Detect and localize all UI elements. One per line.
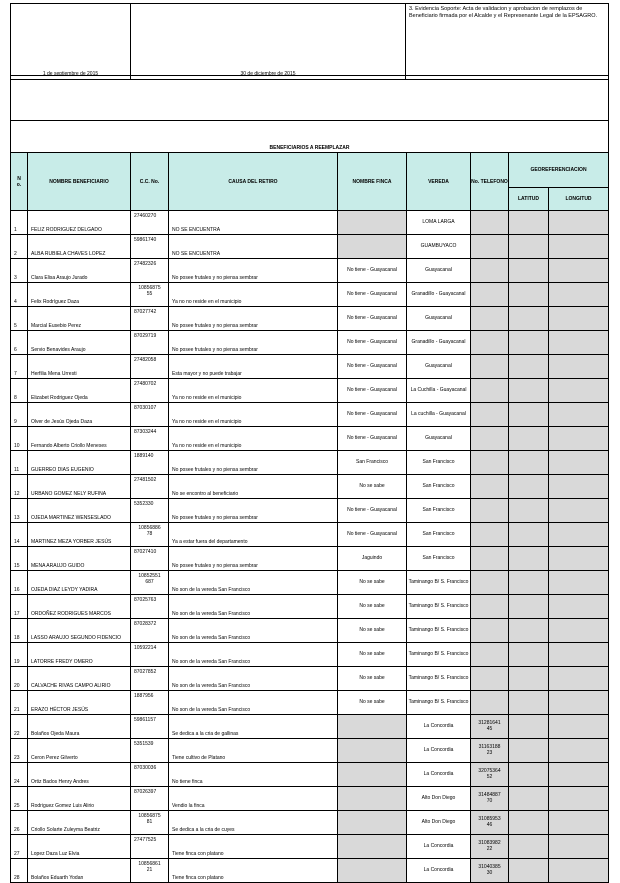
longitude-cell	[549, 283, 609, 307]
cc-number: 1887956	[131, 691, 169, 715]
retire-cause: Ya no no reside en el municipio	[169, 379, 338, 403]
phone-number	[471, 283, 509, 307]
longitude-cell	[549, 307, 609, 331]
latitude-cell	[509, 787, 549, 811]
row-number: 28	[11, 859, 28, 883]
vereda-name: La cuchilla - Guayacanal	[407, 403, 471, 427]
vereda-name: La Concordia	[407, 739, 471, 763]
vereda-name: La Cuchilla - Guayacanal	[407, 379, 471, 403]
blank-area	[10, 75, 609, 121]
phone-number	[471, 619, 509, 643]
phone-number	[471, 475, 509, 499]
beneficiary-name: Elizabet Rodriguez Ojeda	[28, 379, 131, 403]
longitude-cell	[549, 211, 609, 235]
retire-cause: No tiene finca	[169, 763, 338, 787]
finca-name	[338, 859, 407, 883]
section-header	[10, 120, 609, 153]
latitude-cell	[509, 523, 549, 547]
phone-number	[471, 643, 509, 667]
retire-cause: No son de la vereda San Francisco	[169, 619, 338, 643]
row-number: 24	[11, 763, 28, 787]
beneficiary-name: Ceron Perez Gilverto	[28, 739, 131, 763]
row-number: 26	[11, 811, 28, 835]
retire-cause: Se dedica a la cria de gallinas	[169, 715, 338, 739]
retire-cause: No son de la vereda San Francisco	[169, 595, 338, 619]
retire-cause: No posee frutales y no piensa sembrar	[169, 547, 338, 571]
row-number: 7	[11, 355, 28, 379]
table-row	[11, 235, 609, 259]
finca-name: No se sabe	[338, 643, 407, 667]
longitude-cell	[549, 403, 609, 427]
row-number: 6	[11, 331, 28, 355]
row-number: 19	[11, 643, 28, 667]
longitude-cell	[549, 691, 609, 715]
phone-number: 32075364 52	[471, 763, 509, 787]
beneficiary-name: MENA ARAUJO GUIDO	[28, 547, 131, 571]
table-row	[11, 451, 609, 475]
table-row	[11, 643, 609, 667]
vereda-name: San Francisco	[407, 451, 471, 475]
row-number: 10	[11, 427, 28, 451]
vereda-name: Guayacanal	[407, 427, 471, 451]
latitude-cell	[509, 331, 549, 355]
vereda-name: Taminango B/ S. Francisco	[407, 667, 471, 691]
table-row	[11, 595, 609, 619]
latitude-cell	[509, 379, 549, 403]
cc-number: 27481502	[131, 475, 169, 499]
row-number: 5	[11, 307, 28, 331]
phone-number: 31484887 70	[471, 787, 509, 811]
table-row	[11, 211, 609, 235]
phone-number	[471, 379, 509, 403]
retire-cause: Ya a estar fuera del departamento	[169, 523, 338, 547]
beneficiary-name: CALVACHE RIVAS CAMPO ALIRIO	[28, 667, 131, 691]
cc-number: 27480702	[131, 379, 169, 403]
beneficiary-name: Criollo Solarte Zuleyma Beatriz	[28, 811, 131, 835]
row-number: 15	[11, 547, 28, 571]
phone-number	[471, 235, 509, 259]
phone-number	[471, 403, 509, 427]
vereda-name: San Francisco	[407, 547, 471, 571]
table-row	[11, 859, 609, 883]
section-title: BENEFICIARIOS A REEMPLAZAR	[269, 145, 350, 151]
phone-number	[471, 523, 509, 547]
header-geo: GEOREFERENCIACION	[509, 153, 609, 188]
cc-number: 87028372	[131, 619, 169, 643]
longitude-cell	[549, 499, 609, 523]
cc-number: 87027742	[131, 307, 169, 331]
table-row	[11, 691, 609, 715]
beneficiary-name: Bolaños Ojeda Maura	[28, 715, 131, 739]
beneficiary-name: OJEDA DIAZ LEYDY YADIRA	[28, 571, 131, 595]
phone-number	[471, 331, 509, 355]
period-table	[10, 3, 609, 80]
phone-number	[471, 499, 509, 523]
phone-number: 31281641 45	[471, 715, 509, 739]
cc-number: 5351539	[131, 739, 169, 763]
table-row	[11, 835, 609, 859]
vereda-name: Guayacanal	[407, 259, 471, 283]
retire-cause: No son de la vereda San Francisco	[169, 667, 338, 691]
retire-cause: Ya no no reside en el municipio	[169, 427, 338, 451]
table-row	[11, 499, 609, 523]
table-row	[11, 259, 609, 283]
row-number: 2	[11, 235, 28, 259]
longitude-cell	[549, 619, 609, 643]
row-number: 16	[11, 571, 28, 595]
cc-number: 5352330	[131, 499, 169, 523]
longitude-cell	[549, 427, 609, 451]
longitude-cell	[549, 523, 609, 547]
header-vereda: VEREDA	[407, 153, 471, 211]
longitude-cell	[549, 859, 609, 883]
beneficiary-name: LASSO ARAUJO SEGUNDO FIDENCIO	[28, 619, 131, 643]
beneficiaries-table	[10, 152, 609, 883]
row-number: 17	[11, 595, 28, 619]
finca-name	[338, 715, 407, 739]
longitude-cell	[549, 451, 609, 475]
cc-number: 10856875 81	[131, 811, 169, 835]
phone-number: 31085953 46	[471, 811, 509, 835]
phone-number	[471, 667, 509, 691]
finca-name: No se sabe	[338, 595, 407, 619]
cc-number: 10856875 55	[131, 283, 169, 307]
latitude-cell	[509, 859, 549, 883]
retire-cause: NO SE ENCUENTRA	[169, 211, 338, 235]
longitude-cell	[549, 355, 609, 379]
latitude-cell	[509, 643, 549, 667]
row-number: 25	[11, 787, 28, 811]
latitude-cell	[509, 355, 549, 379]
longitude-cell	[549, 787, 609, 811]
retire-cause: No son de la vereda San Francisco	[169, 691, 338, 715]
cc-number: 87029719	[131, 331, 169, 355]
latitude-cell	[509, 283, 549, 307]
table-row	[11, 811, 609, 835]
finca-name: No tiene - Guayacanal	[338, 331, 407, 355]
header-cause: CAUSA DEL RETIRO	[169, 153, 338, 211]
vereda-name: San Francisco	[407, 523, 471, 547]
beneficiary-name: Servio Benavides Araujo	[28, 331, 131, 355]
vereda-name: Alto Don Diego	[407, 787, 471, 811]
row-number: 22	[11, 715, 28, 739]
table-row	[11, 739, 609, 763]
longitude-cell	[549, 763, 609, 787]
finca-name	[338, 763, 407, 787]
table-row	[11, 571, 609, 595]
cc-number: 10592214	[131, 643, 169, 667]
finca-name: No se sabe	[338, 619, 407, 643]
phone-number	[471, 595, 509, 619]
finca-name: San Francisco	[338, 451, 407, 475]
longitude-cell	[549, 667, 609, 691]
beneficiary-name: GUERREO DIAS EUGENIO	[28, 451, 131, 475]
table-row	[11, 307, 609, 331]
row-number: 12	[11, 475, 28, 499]
header-name: NOMBRE BENEFICIARIO	[28, 153, 131, 211]
row-number: 13	[11, 499, 28, 523]
retire-cause: No posee frutales y no piensa sembrar	[169, 451, 338, 475]
vereda-name: La Concordia	[407, 859, 471, 883]
phone-number	[471, 547, 509, 571]
cc-number: 1889140	[131, 451, 169, 475]
longitude-cell	[549, 379, 609, 403]
table-row	[11, 379, 609, 403]
retire-cause: Ya no no reside en el municipio	[169, 403, 338, 427]
finca-name	[338, 811, 407, 835]
table-row	[11, 715, 609, 739]
latitude-cell	[509, 619, 549, 643]
finca-name: No se sabe	[338, 475, 407, 499]
phone-number	[471, 211, 509, 235]
vereda-name: Guayacanal	[407, 307, 471, 331]
cc-number: 87027852	[131, 667, 169, 691]
cc-number: 10852551 687	[131, 571, 169, 595]
table-row	[11, 427, 609, 451]
latitude-cell	[509, 739, 549, 763]
longitude-cell	[549, 643, 609, 667]
beneficiary-name: Clara Elisa Araujo Jurado	[28, 259, 131, 283]
beneficiaries-body	[11, 211, 609, 883]
cc-number: 27477525	[131, 835, 169, 859]
vereda-name: Granadillo - Guayacanal	[407, 283, 471, 307]
row-number: 23	[11, 739, 28, 763]
finca-name: No se sabe	[338, 571, 407, 595]
longitude-cell	[549, 331, 609, 355]
vereda-name: Taminango B/ S. Francisco	[407, 643, 471, 667]
retire-cause: No son de la vereda San Francisco	[169, 643, 338, 667]
cc-number: 10856861 21	[131, 859, 169, 883]
cc-number: 87303244	[131, 427, 169, 451]
row-number: 20	[11, 667, 28, 691]
latitude-cell	[509, 571, 549, 595]
table-row	[11, 403, 609, 427]
finca-name: No tiene - Guayacanal	[338, 259, 407, 283]
vereda-name: Granadillo - Guayacanal	[407, 331, 471, 355]
longitude-cell	[549, 715, 609, 739]
vereda-name: San Francisco	[407, 475, 471, 499]
start-date: 1 de septiembre de 2015	[11, 4, 131, 80]
retire-cause: Tiene cultivo de Platano	[169, 739, 338, 763]
vereda-name: Taminango B/ S. Francisco	[407, 571, 471, 595]
latitude-cell	[509, 451, 549, 475]
latitude-cell	[509, 763, 549, 787]
longitude-cell	[549, 739, 609, 763]
latitude-cell	[509, 211, 549, 235]
latitude-cell	[509, 547, 549, 571]
vereda-name: Taminango B/ S. Francisco	[407, 619, 471, 643]
beneficiary-name: Marcial Eusebio Perez	[28, 307, 131, 331]
finca-name	[338, 739, 407, 763]
cc-number: 27460270	[131, 211, 169, 235]
longitude-cell	[549, 595, 609, 619]
phone-number	[471, 451, 509, 475]
finca-name: No se sabe	[338, 691, 407, 715]
row-number: 11	[11, 451, 28, 475]
row-number: 21	[11, 691, 28, 715]
latitude-cell	[509, 475, 549, 499]
latitude-cell	[509, 691, 549, 715]
cc-number: 87027410	[131, 547, 169, 571]
end-date: 30 de diciembre de 2015	[131, 4, 406, 80]
beneficiary-name: Herfilia Mena Urresti	[28, 355, 131, 379]
beneficiary-name: Fernando Alberto Criollo Meneses	[28, 427, 131, 451]
beneficiary-name: OJEDA MARTINEZ WENSESLADO	[28, 499, 131, 523]
table-row	[11, 787, 609, 811]
beneficiary-name: Rodriguez Gomez Luis Alirio	[28, 787, 131, 811]
cc-number: 87030107	[131, 403, 169, 427]
cc-number: 87030036	[131, 763, 169, 787]
finca-name	[338, 211, 407, 235]
table-row	[11, 283, 609, 307]
evidence-note: 3. Evidencia Soporte: Acta de validacion y aprobacion de remplazos de Beneficiario firmada por el Alcalde y el Represenante Legal de la EPSAGRO.	[406, 4, 609, 80]
header-no: N o.	[11, 153, 28, 211]
longitude-cell	[549, 235, 609, 259]
header-lat: LATITUD	[509, 188, 549, 211]
beneficiary-name: Felix Rodríguez Daza	[28, 283, 131, 307]
row-number: 27	[11, 835, 28, 859]
finca-name: Jaguindo	[338, 547, 407, 571]
latitude-cell	[509, 667, 549, 691]
retire-cause: Se dedica a la cria de cuyes	[169, 811, 338, 835]
finca-name	[338, 235, 407, 259]
table-row	[11, 619, 609, 643]
retire-cause: No posee frutales y no piensa sembrar	[169, 331, 338, 355]
beneficiary-name: Ortiz Bados Henry Andres	[28, 763, 131, 787]
beneficiary-name: URBANO GOMEZ NELY RUFINA	[28, 475, 131, 499]
beneficiary-name: Olver de Jesús Ojeda Daza	[28, 403, 131, 427]
row-number: 3	[11, 259, 28, 283]
finca-name: No tiene - Guayacanal	[338, 283, 407, 307]
beneficiary-name: ALBA RUBIELA CHAVES LOPEZ	[28, 235, 131, 259]
table-row	[11, 763, 609, 787]
cc-number: 27482058	[131, 355, 169, 379]
phone-number	[471, 427, 509, 451]
latitude-cell	[509, 715, 549, 739]
table-row	[11, 355, 609, 379]
finca-name: No tiene - Guayacanal	[338, 427, 407, 451]
cc-number: 87025763	[131, 595, 169, 619]
vereda-name: San Francisco	[407, 499, 471, 523]
vereda-name: GUAMBUYACO	[407, 235, 471, 259]
retire-cause: No posee frutales y no piensa sembrar	[169, 499, 338, 523]
latitude-cell	[509, 427, 549, 451]
row-number: 1	[11, 211, 28, 235]
retire-cause: Vendio la finca	[169, 787, 338, 811]
row-number: 14	[11, 523, 28, 547]
retire-cause: Tiene finca con platano	[169, 835, 338, 859]
beneficiary-name: Lopez Daza Luz Elvia	[28, 835, 131, 859]
beneficiary-name: FELIZ RODRIGUEZ DELGADO	[28, 211, 131, 235]
vereda-name: Alto Don Diego	[407, 811, 471, 835]
vereda-name: La Concordia	[407, 715, 471, 739]
finca-name: No tiene - Guayacanal	[338, 499, 407, 523]
longitude-cell	[549, 547, 609, 571]
table-row	[11, 523, 609, 547]
vereda-name: La Concordia	[407, 763, 471, 787]
phone-number: 31040385 30	[471, 859, 509, 883]
finca-name: No tiene - Guayacanal	[338, 355, 407, 379]
row-number: 8	[11, 379, 28, 403]
beneficiary-name: Bolaños Eduarth Yodan	[28, 859, 131, 883]
finca-name	[338, 835, 407, 859]
beneficiary-name: LATORRE FREDY OMERO	[28, 643, 131, 667]
longitude-cell	[549, 811, 609, 835]
header-phone: No. TELEFONO	[471, 153, 509, 211]
retire-cause: Tiene finca con platano	[169, 859, 338, 883]
finca-name: No tiene - Guayacanal	[338, 403, 407, 427]
retire-cause: Ya no no reside en el municipio	[169, 283, 338, 307]
table-row	[11, 331, 609, 355]
beneficiary-name: ORDOÑEZ RODRIGUES MARCOS	[28, 595, 131, 619]
longitude-cell	[549, 475, 609, 499]
retire-cause: No posee frutales y no piensa sembrar	[169, 307, 338, 331]
latitude-cell	[509, 235, 549, 259]
table-row	[11, 667, 609, 691]
cc-number: 59861157	[131, 715, 169, 739]
row-number: 9	[11, 403, 28, 427]
phone-number	[471, 355, 509, 379]
vereda-name: Taminango B/ S. Francisco	[407, 595, 471, 619]
finca-name: No tiene - Guayacanal	[338, 307, 407, 331]
longitude-cell	[549, 835, 609, 859]
retire-cause: No son de la vereda San Francisco	[169, 571, 338, 595]
retire-cause: NO SE ENCUENTRA	[169, 235, 338, 259]
phone-number	[471, 691, 509, 715]
finca-name: No tiene - Guayacanal	[338, 523, 407, 547]
table-row	[11, 547, 609, 571]
longitude-cell	[549, 259, 609, 283]
finca-name: No se sabe	[338, 667, 407, 691]
phone-number: 31083982 22	[471, 835, 509, 859]
cc-number: 87026397	[131, 787, 169, 811]
vereda-name: La Concordia	[407, 835, 471, 859]
latitude-cell	[509, 499, 549, 523]
retire-cause: No se encontro al beneficiario	[169, 475, 338, 499]
row-number: 18	[11, 619, 28, 643]
row-number: 4	[11, 283, 28, 307]
cc-number: 59861740	[131, 235, 169, 259]
phone-number	[471, 307, 509, 331]
latitude-cell	[509, 835, 549, 859]
vereda-name: Taminango B/ S. Francisco	[407, 691, 471, 715]
vereda-name: Guayacanal	[407, 355, 471, 379]
phone-number: 31163188 23	[471, 739, 509, 763]
longitude-cell	[549, 571, 609, 595]
beneficiary-name: ERAZO HÉCTOR JESÚS	[28, 691, 131, 715]
latitude-cell	[509, 811, 549, 835]
header-finca: NOMBRE FINCA	[338, 153, 407, 211]
retire-cause: Esta mayor y no puede trabajar	[169, 355, 338, 379]
cc-number: 27482326	[131, 259, 169, 283]
retire-cause: No posee frutales y no piensa sembrar	[169, 259, 338, 283]
phone-number	[471, 259, 509, 283]
latitude-cell	[509, 595, 549, 619]
latitude-cell	[509, 403, 549, 427]
header-cc: C.C. No.	[131, 153, 169, 211]
latitude-cell	[509, 307, 549, 331]
latitude-cell	[509, 259, 549, 283]
cc-number: 10856886 78	[131, 523, 169, 547]
phone-number	[471, 571, 509, 595]
table-row	[11, 475, 609, 499]
finca-name	[338, 787, 407, 811]
vereda-name: LOMA LARGA	[407, 211, 471, 235]
finca-name: No tiene - Guayacanal	[338, 379, 407, 403]
beneficiary-name: MARTINEZ MEZA YORBER JESÚS	[28, 523, 131, 547]
header-lon: LONGITUD	[549, 188, 609, 211]
